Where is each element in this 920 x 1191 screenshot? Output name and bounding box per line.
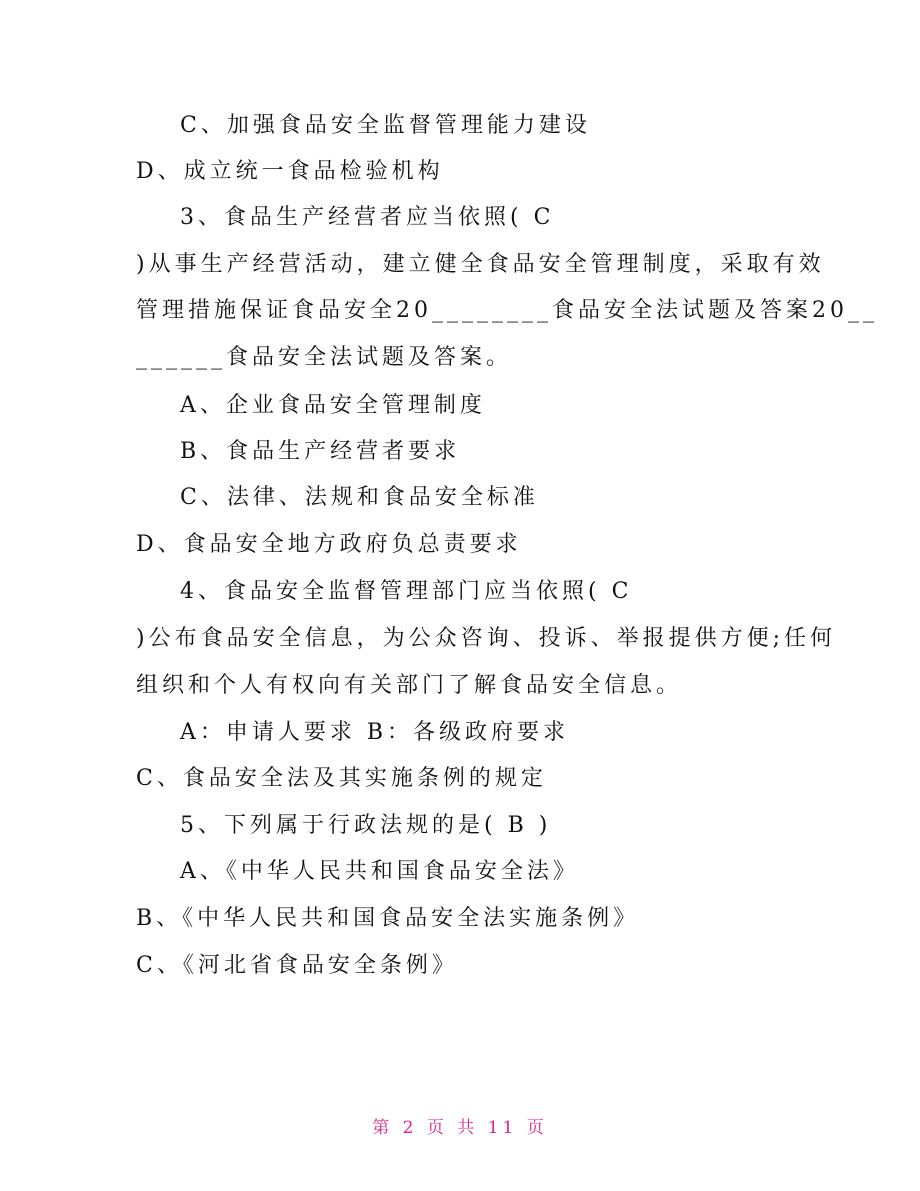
option-c-line: C、《河北省食品安全条例》: [136, 953, 458, 978]
question-4-text-line: )公布食品安全信息，为公众咨询、投诉、举报提供方便;任何: [136, 626, 836, 651]
option-c-line: C、加强食品安全监督管理能力建设: [180, 113, 591, 138]
question-3-text-line: )从事生产经营活动，建立健全食品安全管理制度，采取有效: [136, 252, 825, 277]
question-3-text-line: 管理措施保证食品安全20________食品安全法试题及答案20__: [136, 298, 878, 323]
option-b-line: B、食品生产经营者要求: [180, 439, 461, 464]
option-a-line: A、《中华人民共和国食品安全法》: [180, 859, 579, 884]
question-3-text-line: ______食品安全法试题及答案。: [136, 345, 513, 370]
option-c-line: C、法律、法规和食品安全标准: [180, 485, 539, 510]
option-d-line: D、成立统一食品检验机构: [136, 159, 444, 184]
page-number-footer: 第 2 页 共 11 页: [372, 1118, 548, 1138]
option-b-line: B、《中华人民共和国食品安全法实施条例》: [136, 906, 640, 931]
question-5-line: 5、下列属于行政法规的是( B ): [180, 813, 552, 838]
option-ab-line: A：申请人要求 B：各级政府要求: [180, 720, 570, 745]
question-4-text-line: 组织和个人有权向有关部门了解食品安全信息。: [136, 673, 683, 698]
option-d-line: D、食品安全地方政府负总责要求: [136, 532, 522, 557]
option-c-line: C、食品安全法及其实施条例的规定: [136, 766, 547, 791]
question-4-line: 4、食品安全监督管理部门应当依照( C: [180, 579, 633, 604]
question-3-line: 3、食品生产经营者应当依照( C: [180, 205, 555, 230]
option-a-line: A、企业食品安全管理制度: [180, 393, 486, 418]
